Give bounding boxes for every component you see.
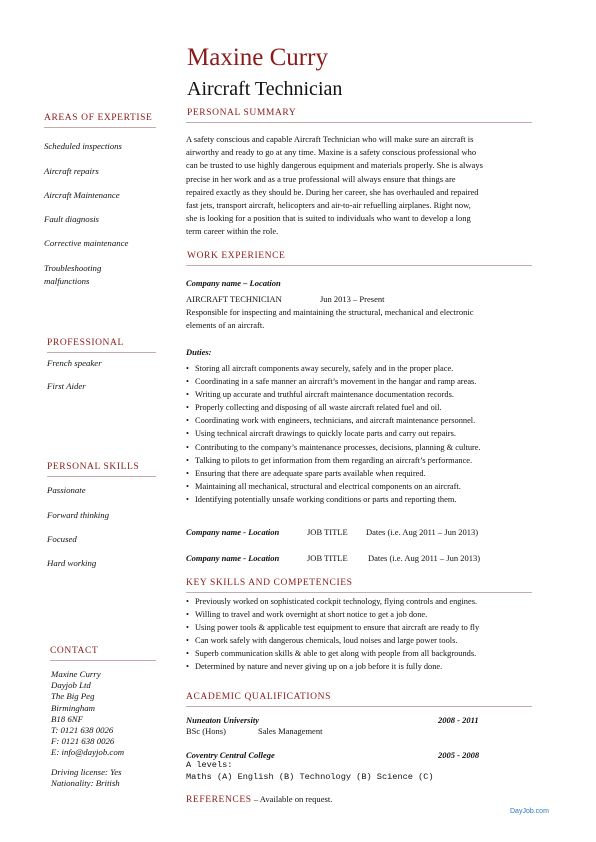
job1-desc-line: elements of an aircraft. [186,320,265,331]
duty-item: • Ensuring that there are adequate spare parts available when required. [186,467,481,480]
job1-description [186,306,536,332]
job1-role: AIRCRAFT TECHNICIAN [186,294,282,304]
expertise-item: Fault diagnosis [44,214,99,224]
nationality: Nationality: British [51,778,120,789]
duty-item: • Storing all aircraft components away securely, safely and in the proper place. [186,362,481,375]
skills-list [186,595,479,674]
contact-email: E: info@dayjob.com [51,747,125,758]
contact-company: Dayjob Ltd [51,680,91,691]
school1-dates: 2008 - 2011 [438,715,479,725]
personal-skills-rule [47,476,156,477]
contact-fax: F: 0121 638 0026 [51,736,115,747]
skill-item: • Using power tools & applicable test equipment to ensure that aircraft are ready to fly [186,621,479,634]
contact-street: The Big Peg [51,691,95,702]
skill-item: • Willing to travel and work overnight at short notice to get a job done. [186,608,479,621]
personal-skill-item: Hard working [47,558,97,568]
skill-item: • Determined by nature and never giving up on a job before it is fully done. [186,660,479,673]
expertise-item: Aircraft Maintenance [44,190,120,200]
duty-item: • Talking to pilots to get information from them regarding an aircraft’s performance. [186,454,481,467]
references-heading: REFERENCES [186,795,252,805]
candidate-name: Maxine Curry [187,44,328,71]
skills-rule [186,592,532,593]
professional-item: French speaker [47,358,102,368]
contact-postcode: B18 6NF [51,713,84,724]
duty-item: • Using technical aircraft drawings to quickly locate parts and carry out repairs. [186,427,481,440]
summary-line: airworthy and ready to go at any time. Maxine is a safety conscious professional who [186,147,477,158]
summary-line: precise in her work and as a true professional will always ensure that things are [186,173,456,184]
summary-line: repaired exactly as they should be. During her career, she has overhauled and repaired [186,186,479,197]
school2-dates: 2005 - 2008 [438,750,480,760]
work-rule [186,265,532,266]
contact-extra [51,767,122,789]
job1-desc-line: Responsible for inspecting and maintaining the structural, mechanical and electronic [186,307,474,317]
references [186,794,332,805]
job1-dates: Jun 2013 – Present [320,294,385,304]
job3-role: JOB TITLE [307,553,348,563]
expertise-item: Corrective maintenance [44,238,129,248]
duties-label: Duties: [186,347,212,357]
job3-dates: Dates (i.e. Aug 2011 – Jun 2013) [368,553,481,563]
school2-name: Coventry Central College [186,750,275,760]
personal-skill-item: Forward thinking [47,510,109,520]
expertise-rule [44,127,156,128]
school2-alevels-label: A levels: [186,760,233,770]
job2-company: Company name - Location [186,527,280,537]
duty-item: • Identifying potentially unsafe working conditions or parts and reporting them. [186,493,481,506]
skill-item: • Previously worked on sophisticated cockpit technology, flying controls and engines. [186,595,479,608]
school1-degree: BSc (Hons) [186,726,226,736]
duty-item: • Coordinating in a safe manner an aircraft’s movement in the hangar and ramp areas. [186,375,481,388]
skill-item: • Can work safely with dangerous chemicals, loud noises and large power tools. [186,634,479,647]
candidate-title: Aircraft Technician [187,78,343,100]
skills-heading: KEY SKILLS AND COMPETENCIES [186,578,353,588]
summary-rule [186,122,532,123]
contact-address [51,669,124,759]
expertise-item: malfunctions [44,276,90,286]
references-text: – Available on request. [253,794,333,804]
duty-item: • Contributing to the company’s maintenance processes, decisions, planning & culture. [186,441,481,454]
expertise-item: Aircraft repairs [44,166,99,176]
summary-text [186,133,536,239]
professional-heading: PROFESSIONAL [47,338,124,348]
contact-heading: CONTACT [50,646,99,656]
job3-company: Company name - Location [186,553,280,563]
summary-heading: PERSONAL SUMMARY [187,108,297,118]
professional-item: First Aider [47,381,86,391]
summary-line: can be trusted to use highly dangerous equipment and materials properly. She is always [186,160,483,171]
job1-company: Company name – Location [186,278,281,288]
education-heading: ACADEMIC QUALIFICATIONS [186,692,331,702]
expertise-heading: AREAS OF EXPERTISE [44,113,153,123]
school2-alevels: Maths (A) English (B) Technology (B) Science (C) [186,772,434,782]
personal-skill-item: Focused [47,534,77,544]
personal-skill-item: Passionate [47,485,86,495]
contact-name: Maxine Curry [51,669,101,679]
job2-role: JOB TITLE [307,527,348,537]
driving-license: Driving license: Yes [51,767,122,777]
professional-rule [47,352,156,353]
expertise-item: Troubleshooting [44,263,102,273]
duty-item: • Writing up accurate and truthful aircraft maintenance documentation records. [186,388,481,401]
personal-skills-heading: PERSONAL SKILLS [47,462,140,472]
duty-item: • Maintaining all mechanical, structural and electrical components on an aircraft. [186,480,481,493]
school1-name: Nuneaton University [186,715,259,725]
duties-list [186,362,481,506]
contact-rule [50,660,156,661]
contact-phone: T: 0121 638 0026 [51,725,114,736]
duty-item: • Properly collecting and disposing of all waste aircraft related fuel and oil. [186,401,481,414]
expertise-item: Scheduled inspections [44,141,122,151]
job2-dates: Dates (i.e. Aug 2011 – Jun 2013) [366,527,479,537]
school1-subject: Sales Management [258,726,323,736]
dayjob-logo [510,800,549,818]
work-heading: WORK EXPERIENCE [187,251,286,261]
summary-line: term career within the role. [186,226,279,237]
logo-text: DayJob.com [510,808,549,815]
duty-item: • Coordinating work with engineers, technicians, and aircraft maintenance personnel. [186,414,481,427]
skill-item: • Superb communication skills & able to get along with people from all backgrounds. [186,647,479,660]
education-rule [186,706,532,707]
contact-city: Birmingham [51,702,95,713]
summary-line: she is looking for a position that is suited to individuals who want to develop a long [186,213,471,224]
summary-line: fast jets, transport aircraft, helicopters and air-to-air refuelling airplanes. Right now, [186,200,471,211]
summary-line: A safety conscious and capable Aircraft Technician who will make sure an aircraft is [186,134,474,144]
